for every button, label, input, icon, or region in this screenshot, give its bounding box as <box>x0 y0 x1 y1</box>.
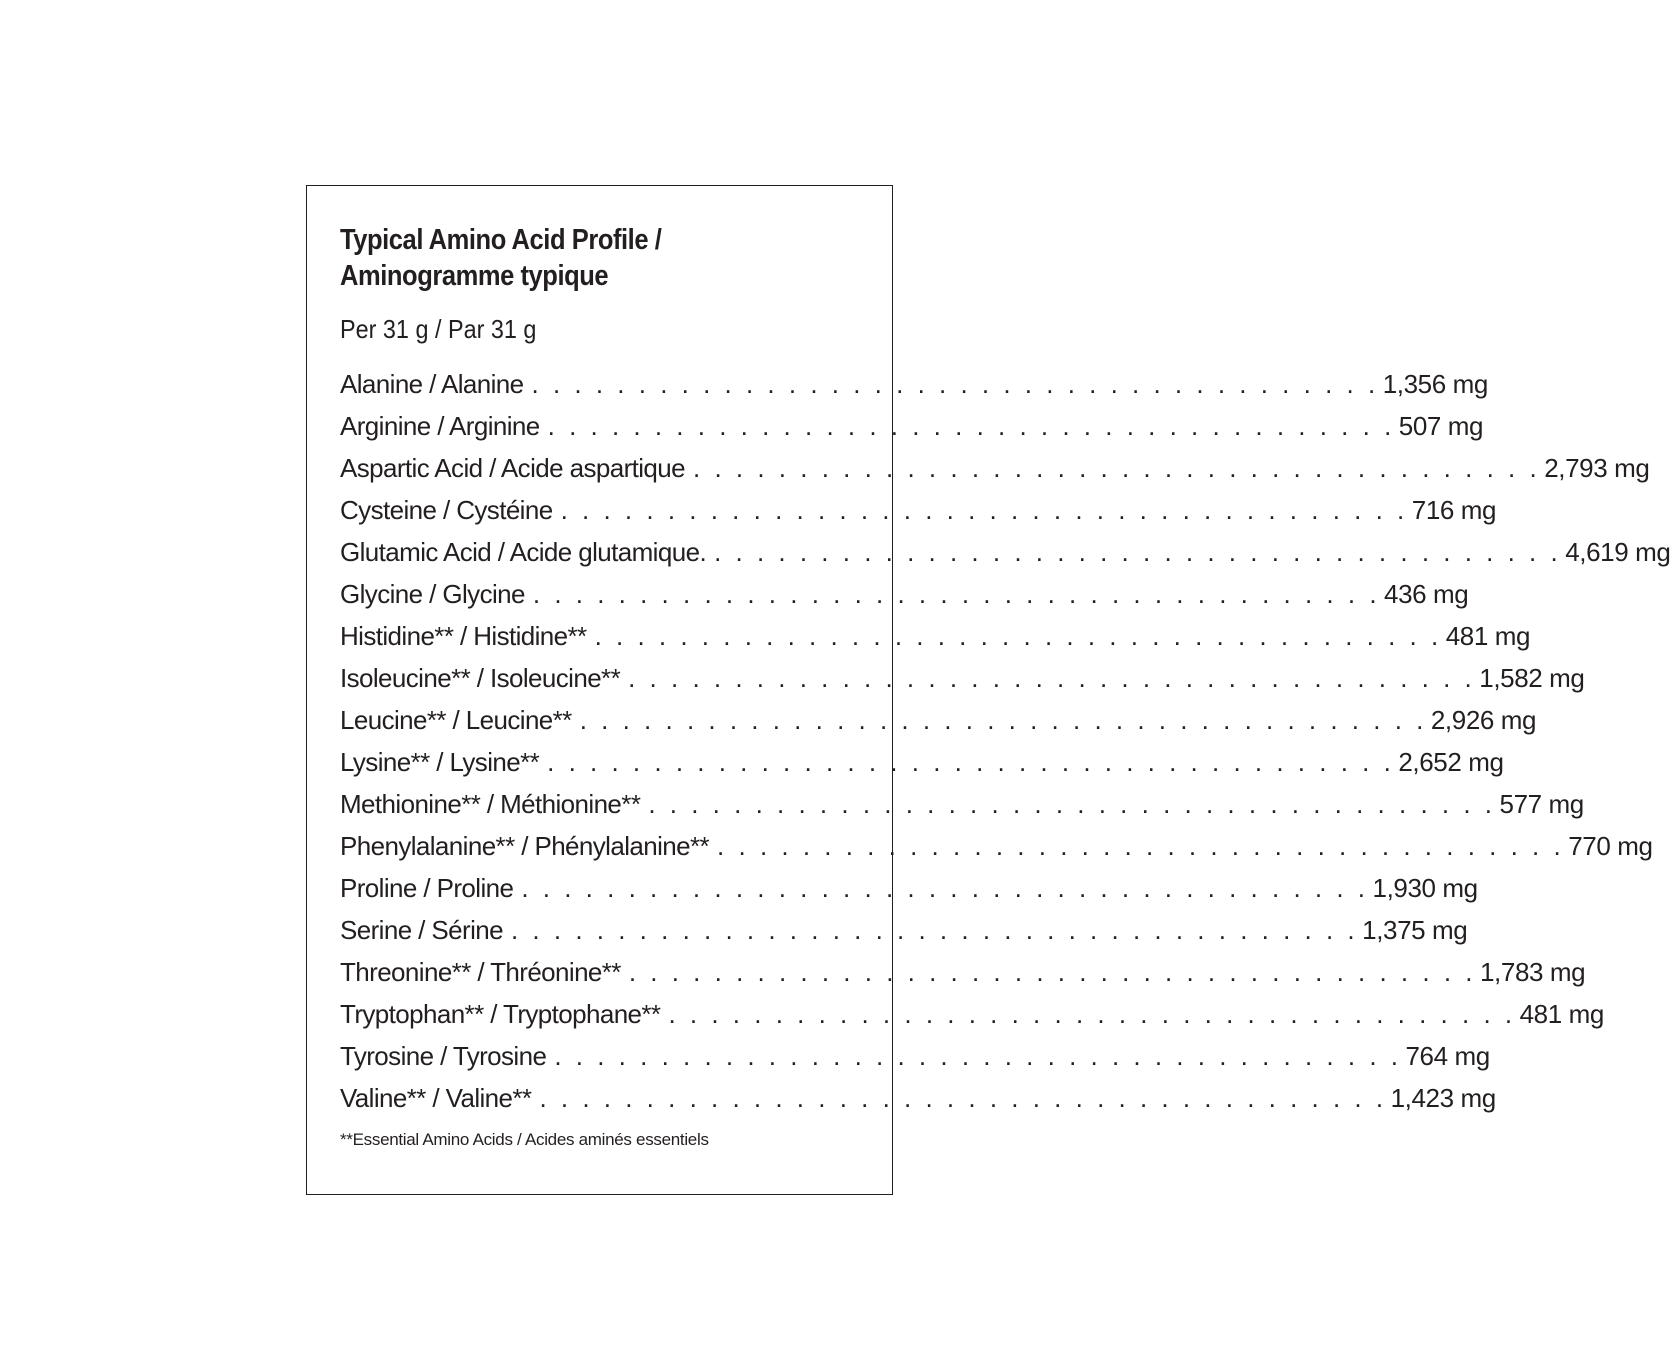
dot-leader: . . . . . . . . . . . . . . . . . . . . . . . . . . . . . . . . . . . . . . . . <box>560 495 1408 525</box>
amino-acid-amount: 2,652 mg <box>1398 747 1504 777</box>
dot-leader: . . . . . . . . . . . . . . . . . . . . . . . . . . . . . . . . . . . . . . . . <box>554 1041 1402 1071</box>
dot-leader: . . . . . . . . . . . . . . . . . . . . . . . . . . . . . . . . . . . . . . . . <box>510 915 1359 945</box>
amino-acid-row <box>340 657 1585 699</box>
amino-acid-amount: 481 mg <box>1519 999 1604 1029</box>
dot-leader: . . . . . . . . . . . . . . . . . . . . . . . . . . . . . . . . . . . . . . . . <box>547 747 1395 777</box>
amino-acid-amount: 764 mg <box>1405 1041 1490 1071</box>
amino-acid-amount: 2,793 mg <box>1544 453 1650 483</box>
amino-acid-row <box>340 489 1497 531</box>
title-line-2: Aminogramme typique <box>340 260 609 292</box>
amino-acid-name: Alanine / Alanine <box>340 369 524 399</box>
amino-acid-amount: 1,356 mg <box>1382 369 1488 399</box>
amino-acid-name: Glycine / Glycine <box>340 579 525 609</box>
title-line-1: Typical Amino Acid Profile / <box>340 224 662 256</box>
amino-acid-name: Aspartic Acid / Acide aspartique <box>340 453 686 483</box>
amino-acid-amount: 1,375 mg <box>1362 915 1468 945</box>
amino-acid-name: Isoleucine** / Isoleucine** <box>340 663 621 693</box>
dot-leader: . . . . . . . . . . . . . . . . . . . . . . . . . . . . . . . . . . . . . . . . <box>547 411 1395 441</box>
amino-acid-row <box>340 573 1469 615</box>
amino-acid-name: Proline / Proline <box>340 873 514 903</box>
amino-acid-name: Arginine / Arginine <box>340 411 540 441</box>
amino-acid-amount: 2,926 mg <box>1430 705 1537 735</box>
amino-acid-name: Histidine** / Histidine** <box>340 621 587 651</box>
amino-acid-name: Methionine** / Méthionine** <box>340 789 641 819</box>
footnote: **Essential Amino Acids / Acides aminés essentiels <box>340 1130 709 1149</box>
amino-acid-list <box>340 363 1670 1119</box>
amino-acid-amount: 770 mg <box>1568 831 1653 861</box>
amino-acid-name: Tryptophan** / Tryptophane** <box>340 999 661 1029</box>
dot-leader: . . . . . . . . . . . . . . . . . . . . . . . . . . . . . . . . . . . . . . . . <box>714 537 1562 567</box>
amino-acid-row <box>340 447 1650 489</box>
amino-acid-name: Serine / Sérine <box>340 915 503 945</box>
amino-acid-row <box>340 531 1670 573</box>
amino-acid-row <box>340 783 1584 825</box>
amino-acid-row <box>340 405 1484 447</box>
label-title <box>340 222 815 294</box>
dot-leader: . . . . . . . . . . . . . . . . . . . . . . . . . . . . . . . . . . . . . . . . <box>521 873 1369 903</box>
amino-acid-row <box>340 1035 1490 1077</box>
amino-acid-name: Leucine** / Leucine** <box>340 705 572 735</box>
amino-acid-amount: 4,619 mg <box>1565 537 1670 567</box>
dot-leader: . . . . . . . . . . . . . . . . . . . . . . . . . . . . . . . . . . . . . . . . <box>579 705 1427 735</box>
amino-acid-name: Valine** / Valine** <box>340 1083 532 1113</box>
dot-leader: . . . . . . . . . . . . . . . . . . . . . . . . . . . . . . . . . . . . . . . . <box>668 999 1516 1029</box>
dot-leader: . . . . . . . . . . . . . . . . . . . . . . . . . . . . . . . . . . . . . . . . <box>628 957 1476 987</box>
amino-acid-amount: 1,783 mg <box>1480 957 1586 987</box>
amino-acid-row <box>340 741 1504 783</box>
amino-acid-name: Phenylalanine** / Phénylalanine** <box>340 831 710 861</box>
amino-acid-row <box>340 363 1488 405</box>
amino-acid-amount: 1,582 mg <box>1479 663 1585 693</box>
amino-acid-row <box>340 699 1537 741</box>
dot-leader: . . . . . . . . . . . . . . . . . . . . . . . . . . . . . . . . . . . . . . . . <box>648 789 1496 819</box>
dot-leader: . . . . . . . . . . . . . . . . . . . . . . . . . . . . . . . . . . . . . . . . <box>532 579 1381 609</box>
amino-acid-name: Lysine** / Lysine** <box>340 747 540 777</box>
amino-acid-row <box>340 951 1586 993</box>
dot-leader: . . . . . . . . . . . . . . . . . . . . . . . . . . . . . . . . . . . . . . . . <box>594 621 1442 651</box>
dot-leader: . . . . . . . . . . . . . . . . . . . . . . . . . . . . . . . . . . . . . . . . <box>693 453 1541 483</box>
dot-leader: . . . . . . . . . . . . . . . . . . . . . . . . . . . . . . . . . . . . . . . . <box>531 369 1379 399</box>
amino-acid-name: Threonine** / Thréonine** <box>340 957 621 987</box>
amino-acid-label-panel <box>306 185 1670 1195</box>
amino-acid-amount: 481 mg <box>1445 621 1531 651</box>
amino-acid-amount: 507 mg <box>1398 411 1484 441</box>
amino-acid-amount: 716 mg <box>1411 495 1497 525</box>
amino-acid-name: Glutamic Acid / Acide glutamique. <box>340 537 707 567</box>
amino-acid-name: Cysteine / Cystéine <box>340 495 553 525</box>
amino-acid-amount: 577 mg <box>1499 789 1584 819</box>
amino-acid-row <box>340 615 1531 657</box>
dot-leader: . . . . . . . . . . . . . . . . . . . . . . . . . . . . . . . . . . . . . . . . <box>717 831 1565 861</box>
dot-leader: . . . . . . . . . . . . . . . . . . . . . . . . . . . . . . . . . . . . . . . . <box>539 1083 1387 1113</box>
amino-acid-amount: 1,423 mg <box>1390 1083 1496 1113</box>
amino-acid-row <box>340 993 1604 1035</box>
amino-acid-row <box>340 867 1478 909</box>
amino-acid-row <box>340 909 1468 951</box>
amino-acid-amount: 1,930 mg <box>1372 873 1478 903</box>
amino-acid-amount: 436 mg <box>1384 579 1469 609</box>
amino-acid-row <box>340 825 1653 867</box>
amino-acid-name: Tyrosine / Tyrosine <box>340 1041 547 1071</box>
serving-size: Per 31 g / Par 31 g <box>340 314 537 344</box>
amino-acid-row <box>340 1077 1496 1119</box>
dot-leader: . . . . . . . . . . . . . . . . . . . . . . . . . . . . . . . . . . . . . . . . <box>628 663 1476 693</box>
